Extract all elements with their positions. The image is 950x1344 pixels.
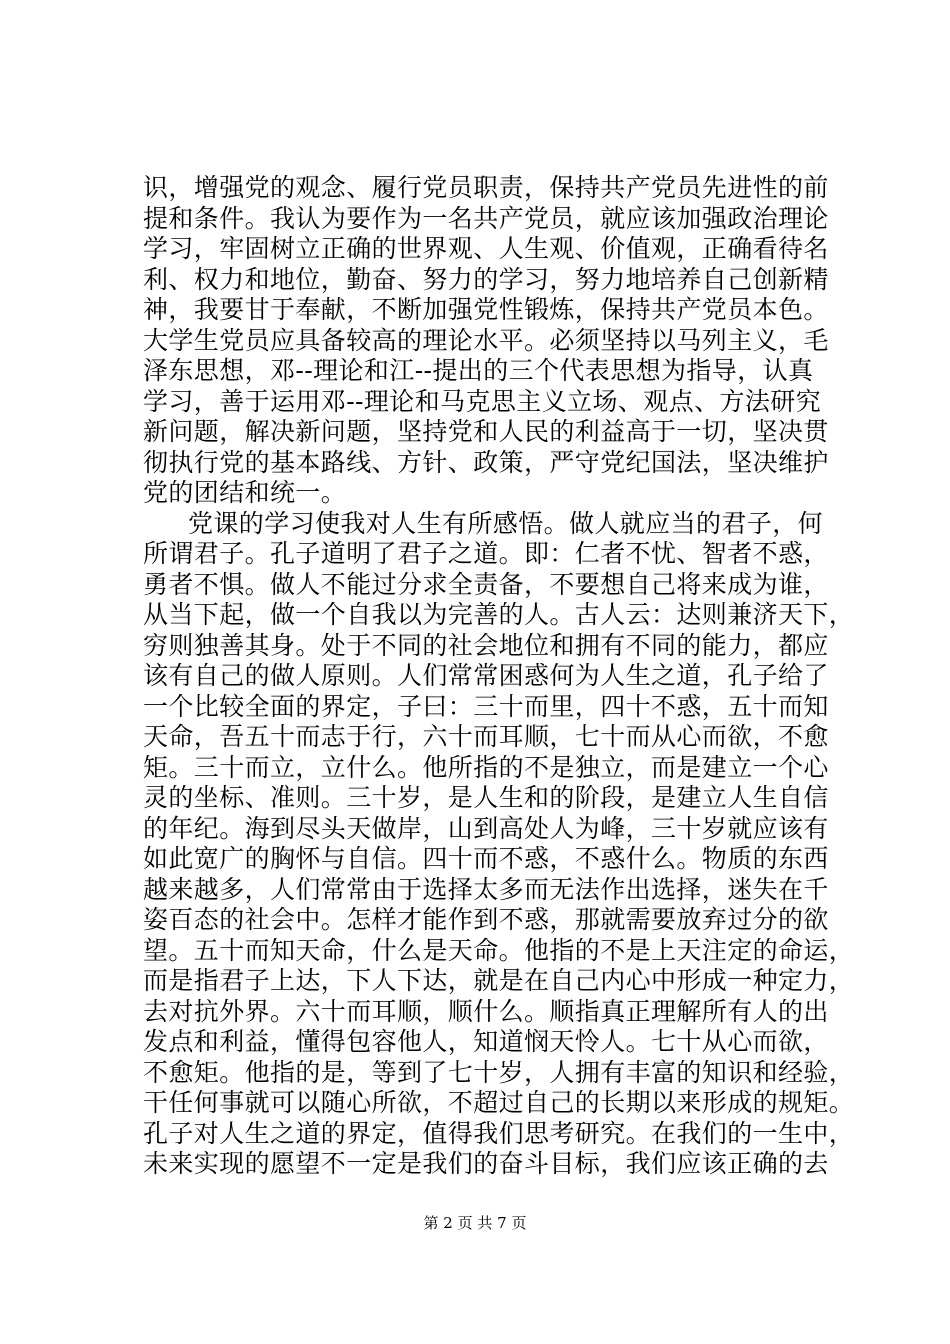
text-line: 所谓君子。孔子道明了君子之道。即：仁者不忧、智者不惑， [143,539,829,568]
text-line: 干任何事就可以随心所欲，不超过自己的长期以来形成的规矩。 [143,1088,855,1117]
text-line: 去对抗外界。六十而耳顺，顺什么。顺指真正理解所有人的出 [143,996,829,1026]
text-line: 发点和利益，懂得包容他人，知道悯天怜人。七十从心而欲， [143,1027,829,1056]
text-line: 矩。三十而立，立什么。他所指的不是独立，而是建立一个心 [143,752,829,782]
text-line: 孔子对人生之道的界定，值得我们思考研究。在我们的一生中， [143,1118,855,1148]
text-line: 越来越多，人们常常由于选择太多而无法作出选择，迷失在千 [143,874,829,904]
paragraph-first-line: 党课的学习使我对人生有所感悟。做人就应当的君子，何 [188,508,824,538]
text-line: 姿百态的社会中。怎样才能作到不惑，那就需要放弃过分的欲 [143,905,829,934]
text-line: 提和条件。我认为要作为一名共产党员，就应该加强政治理论 [143,203,829,233]
text-line: 学习，牢固树立正确的世界观、人生观、价值观，正确看待名 [143,234,829,263]
text-line: 党的团结和统一。 [143,478,347,507]
text-line: 神，我要甘于奉献，不断加强党性锻炼，保持共产党员本色。 [143,295,829,324]
text-line: 识，增强党的观念、履行党员职责，保持共产党员先进性的前 [143,173,829,202]
text-line: 如此宽广的胸怀与自信。四十而不惑，不惑什么。物质的东西 [143,844,829,873]
text-line: 利、权力和地位，勤奋、努力的学习，努力地培养自己创新精 [143,264,829,294]
text-line: 该有自己的做人原则。人们常常困惑何为人生之道，孔子给了 [143,661,829,690]
text-line: 新问题，解决新问题，坚持党和人民的利益高于一切，坚决贯 [143,417,829,446]
text-line: 而是指君子上达，下人下达，就是在自己内心中形成一种定力， [143,966,855,995]
text-line: 勇者不惧。做人不能过分求全责备，不要想自己将来成为谁， [143,569,829,599]
text-line: 大学生党员应具备较高的理论水平。必须坚持以马列主义，毛 [143,325,829,355]
text-line: 彻执行党的基本路线、方针、政策，严守党纪国法，坚决维护 [143,447,829,477]
page-number-footer: 第 2 页 共 7 页 [423,1214,527,1232]
text-line: 从当下起，做一个自我以为完善的人。古人云：达则兼济天下， [143,600,855,629]
text-line: 未来实现的愿望不一定是我们的奋斗目标，我们应该正确的去 [143,1149,829,1178]
body-text [143,173,855,1180]
text-line: 的年纪。海到尽头天做岸，山到高处人为峰，三十岁就应该有 [143,813,829,843]
text-line: 学习，善于运用邓--理论和马克思主义立场、观点、方法研究 [143,386,822,416]
text-line: 不愈矩。他指的是，等到了七十岁，人拥有丰富的知识和经验， [143,1057,855,1087]
text-line: 穷则独善其身。处于不同的社会地位和拥有不同的能力，都应 [143,630,829,660]
text-line: 泽东思想，邓--理论和江--提出的三个代表思想为指导，认真 [143,356,814,385]
text-line: 望。五十而知天命，什么是天命。他指的不是上天注定的命运， [143,935,855,965]
text-line: 一个比较全面的界定，子曰：三十而里，四十不惑，五十而知 [143,691,829,721]
text-line: 灵的坐标、准则。三十岁，是人生和的阶段，是建立人生自信 [143,783,829,812]
text-line: 天命，吾五十而志于行，六十而耳顺，七十而从心而欲，不愈 [143,722,829,751]
